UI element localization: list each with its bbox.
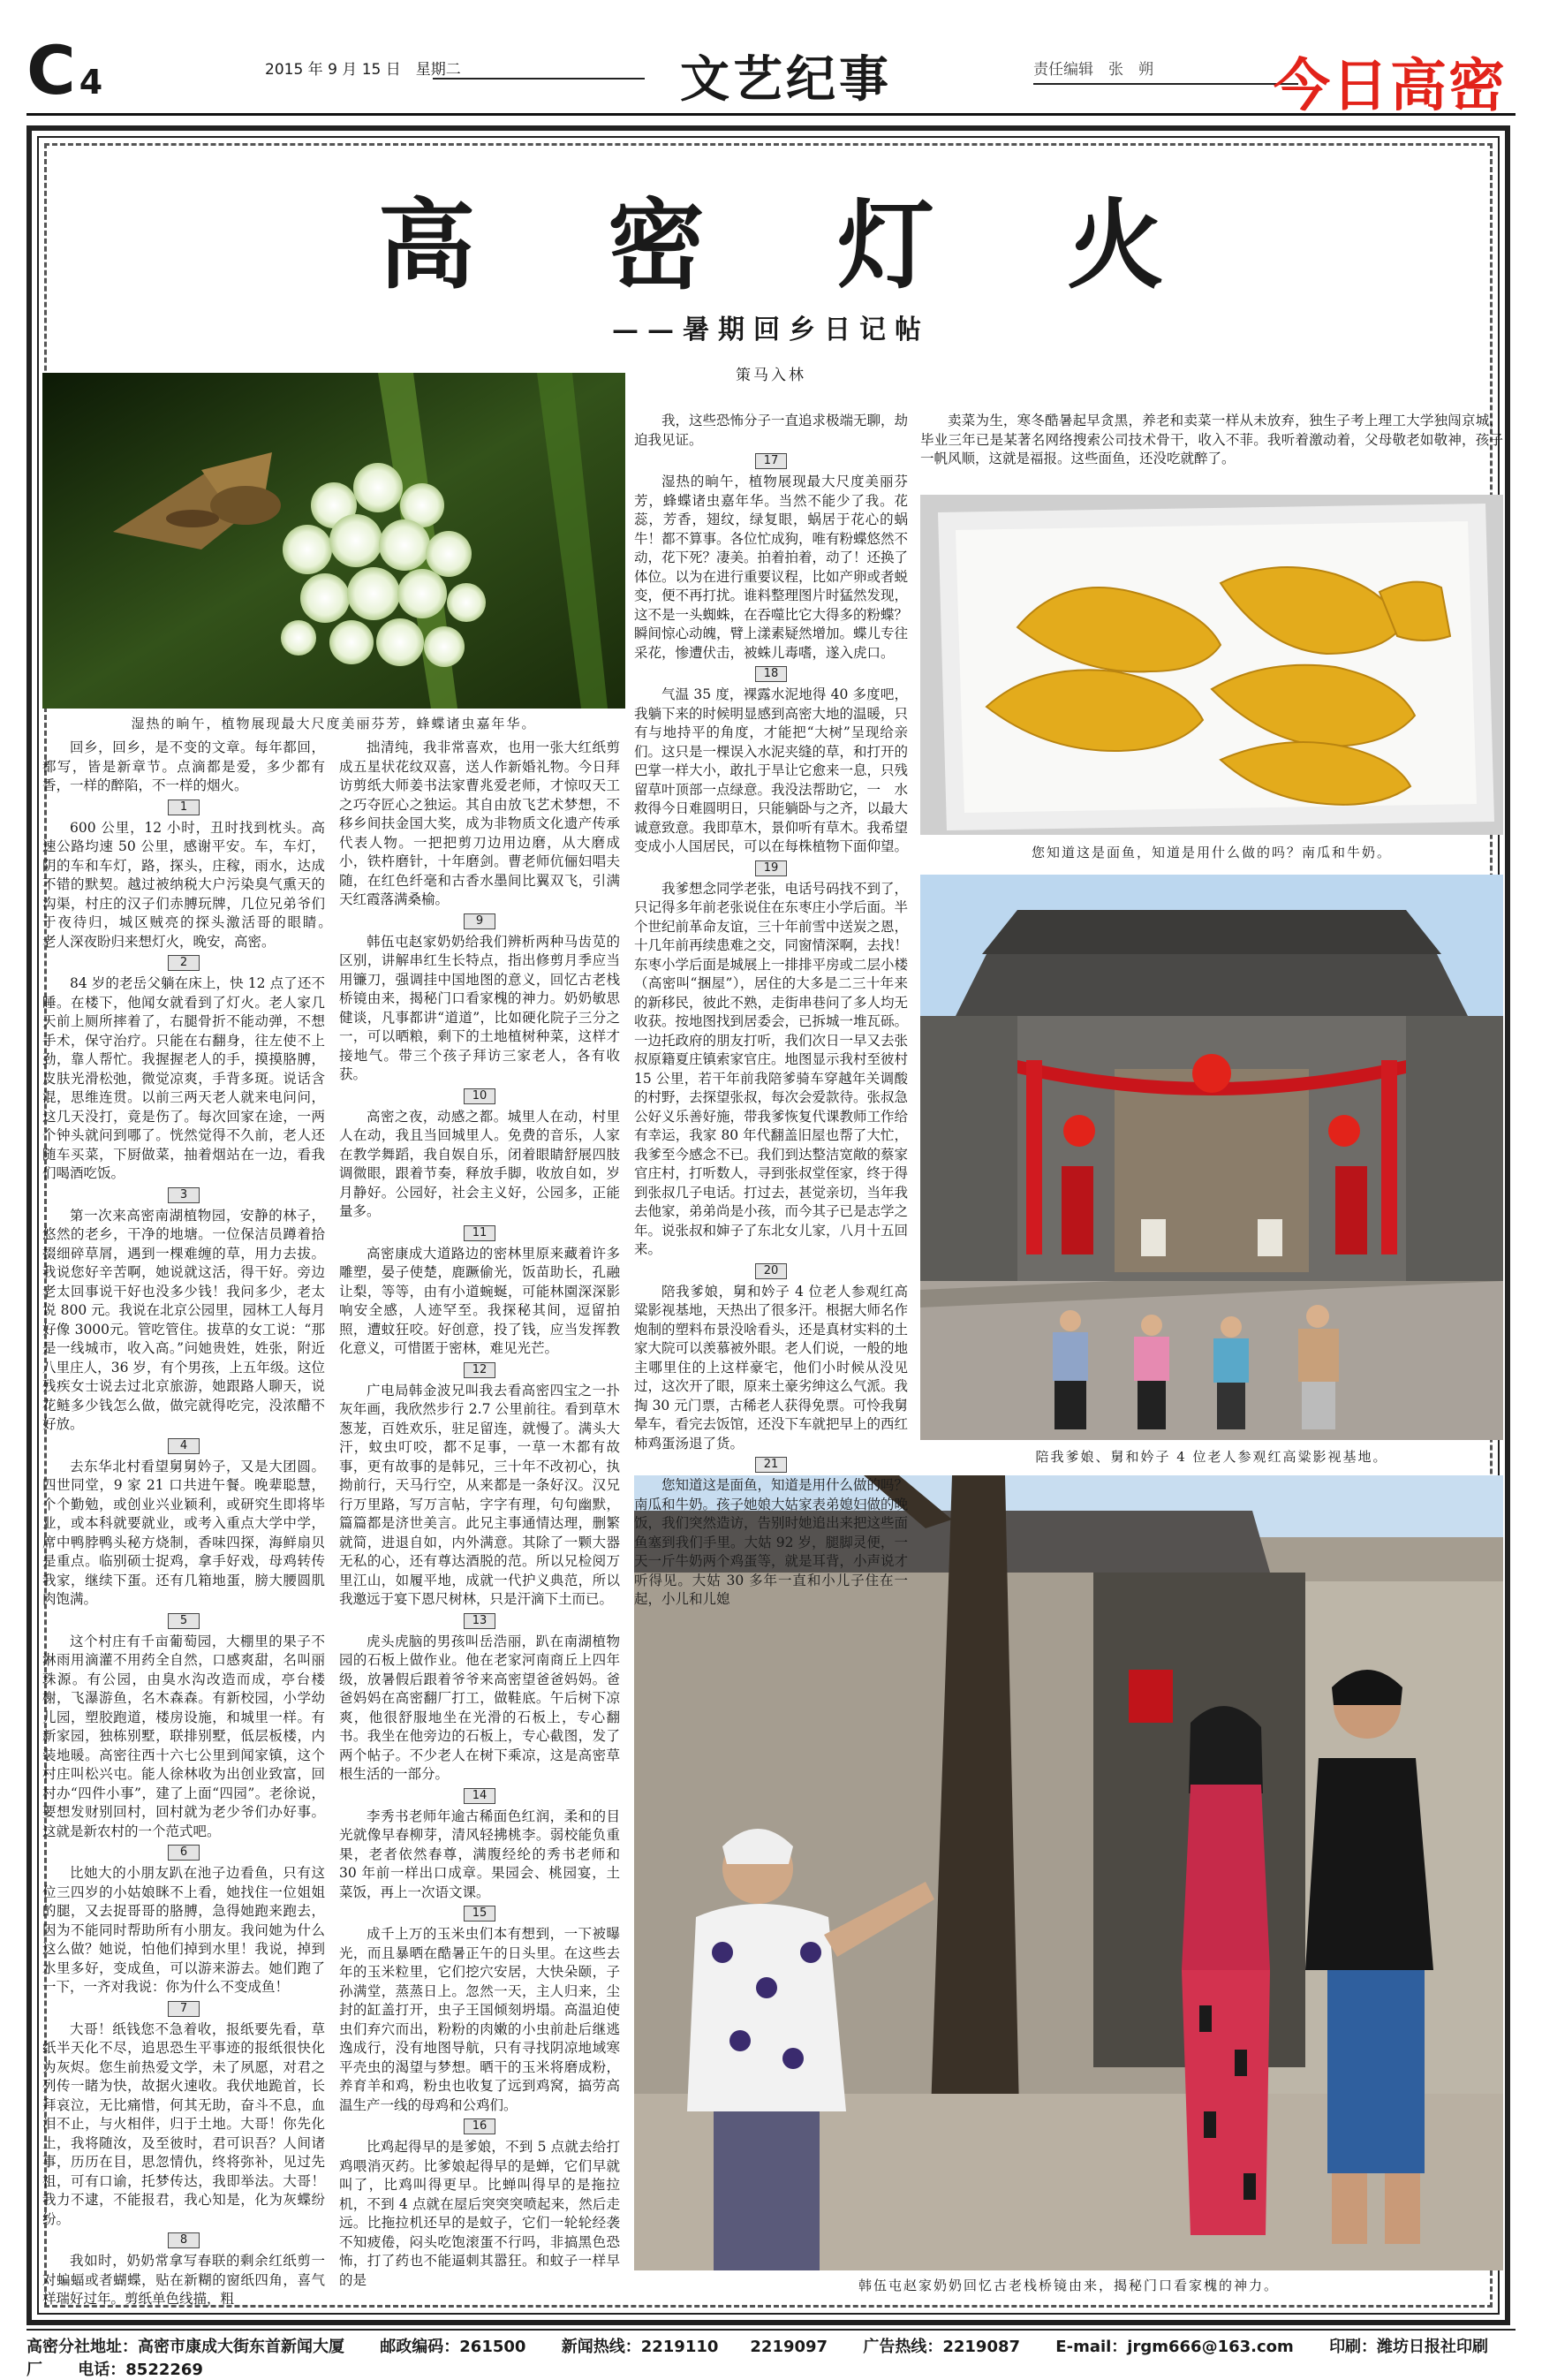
article-paragraph: 我爹想念同学老张，电话号码找不到了，只记得多年前老张说住在东枣庄小学后面。半个世纪前革命友谊，三十年前雪中送炭之恩，十几年前再续患难之交，同窗情深啊，去找！东枣小学后面是城展上一排排平房或二层小楼（高密叫“捆屋”），居住的大多是二三十年来的新移民，彼此不熟，走街串巷问了多人均无收获。按地图找到居委会，已拆城一堆瓦砾。一边托政府的朋友打听，我们次日一早又去张叔原籍夏庄镇索家官庄。地图显示我村至彼村 15 公里，若干年前我陪爹骑车穿越年关调酸的村野，去探望张叔，每次会爱款待。张叔急公好义乐善好施，带我爹恢复代课教师工作给有幸运，我家 80 年代翻盖旧屋也帮了大忙，我爹至今感念不已。我们到达整洁宽敞的蔡家官庄村，打听数人，寻到张叔堂侄家，终于得到张叔几子电话。打过去，甚觉亲切，当年我去他家，弟弟尚是小孩，而今其子已是志学之年。说张叔和婶子了东北女儿家，八月十五回来。 [634, 880, 909, 1257]
section-number: 9 [464, 913, 495, 929]
section-number: 7 [168, 2001, 200, 2017]
section-number: 10 [464, 1088, 495, 1104]
pumpkin-fish-photo [920, 495, 1503, 835]
footer-ads: 广告热线：2219087 [863, 2338, 1021, 2356]
masthead [26, 31, 1516, 119]
article-paragraph: 韩伍屯赵家奶奶给我们辨析两种马齿苋的区别，讲解串红生长特点，指出修剪月季应当用镰刀，强调挂中国地图的意义，回忆古老栈桥镜由来，揭秘门口看家槐的神力。奶奶敏思健谈，凡事都讲“道道”，比如硬化院子三分之一，可以晒粮，剩下的土地植树种菜，这样才接地气。带三个孩子拜访三家老人，各有收获。 [339, 933, 620, 1082]
section-number: 6 [168, 1845, 200, 1861]
newspaper-logo: 今日高密 [1274, 53, 1507, 119]
section-number: 2 [168, 955, 200, 971]
section-title: 文艺纪事 [680, 50, 892, 109]
article-paragraph: 陪我爹娘，舅和妗子 4 位老人参观红高粱影视基地，天热出了很多汗。根据大师名作炮制的塑料布景没啥看头，还是真材实料的土家大院可以羡慕被外眼。老人们说，一般的地主哪里住的上这样豪宅，他们小时候从没见过，这次开了眼，原来土豪劣绅这么气派。我掏 30 元门票，古稀老人获得免票。可怜我舅晕车，看完去饭馆，还没下车就把早上的西红柿鸡蛋汤退了货。 [634, 1283, 909, 1451]
article-paragraph: 拙清纯，我非常喜欢，也用一张大红纸剪成五星状花纹双喜，送人作新婚礼物。今日拜访剪纸大师姜书法家曹兆爱老师，才惊叹天工之巧夺匠心之独运。其自由放飞艺术梦想，不移乡间扶金国大奖，成为非物质文化遗产传承代表人物。一把把剪刀边用边磨，从大磨成小，铁杵磨针，十年磨剑。曹老师伉俪妇唱夫随，在红色纤毫和古香水墨间比翼双飞，引满天红霞落满桑榆。 [339, 739, 620, 907]
article-paragraph: 去东华北村看望舅舅妗子，又是大团圆。四世同堂，9 家 21 口共进午餐。晚辈聪慧，个个勤勉，或创业兴业颖利，或研究生即将毕业，或本科就要就业，或考入重点大学中学，席中鸭脖鸭头秘方烧制，香味四探，海鲜扇贝是重点。临别硕士捉鸡，拿手好戏，母鸡转传我家，继续下蛋。还有几箱地蛋，膀大腰圆肌肉饱满。 [42, 1458, 325, 1607]
section-number: 19 [755, 860, 787, 876]
article-paragraph: 大哥！纸钱您不急着收，报纸要先看，草纸半天化不尽，追思恐生平事迹的报纸很快化为灰烬。您生前热爱文学，未了夙愿，对君之列传一睹为快，故据火速收。我伏地跪首，长拜哀泣，无比痛惜，何其无助，奋斗不息，血泪不止，与火相伴，归于土地。大哥！你先化土，我将随汝，及至彼时，君可识吾？人间诸事，历历在目，思忽情仇，终将弥补，见过先祖，可有口谕，托梦传达，我即举法。大哥！我力不逮，不能报君，我心知是，化为灰蝶纷纷。 [42, 2020, 325, 2227]
article-paragraph: 84 岁的老岳父躺在床上，快 12 点了还不睡。在楼下，他闻女就看到了灯火。老人家几天前上厕所摔着了，右腿骨折不能动弹，不想手术，保守治疗。只能在右翻身，往左使不上劲，靠人帮忙。我握握老人的手，摸摸胳膊，皮肤光滑松弛，微觉凉爽，手背多斑。说话含混，思维连贯。以前三两天老人就来电问问，这几天没打，竟是伤了。每次回家在途，一两个钟头就问到哪了。恍然觉得不久前，老人还随车买菜，下厨做菜，抽着烟站在一边，看我们喝酒吃饭。 [42, 975, 325, 1181]
footer-phone: 电话：8522269 [78, 2361, 203, 2379]
section-number: 15 [464, 1906, 495, 1921]
section-number: 14 [464, 1788, 495, 1804]
article-title: 高密灯火 [378, 188, 1296, 302]
article-paragraph: 比她大的小朋友趴在池子边看鱼，只有这位三四岁的小姑娘眯不上看，她找住一位姐姐的腿，又去捉哥哥的胳膊，急得她跑来跑去，因为不能同时帮助所有小朋友。我问她为什么这么做？她说，怕他们掉到水里！我说，掉到水里多好，变成鱼，可以游来游去。她们跑了一下，一齐对我说：你为什么不变成鱼！ [42, 1865, 325, 1995]
article-paragraph: 您知道这是面鱼，知道是用什么做的吗？南瓜和牛奶。孩子她娘大姑家表弟媳妇做的晚饭，我们突然造访，告别时她追出来把这些面鱼塞到我们手里。大姑 92 岁，腿脚灵便，一天一斤牛奶两个鸡蛋等，就是耳背，小声说才听得见。大姑 30 多年一直和小儿子住在一起，小儿和儿媳 [634, 1477, 909, 1607]
courtyard-gate-photo [920, 875, 1503, 1440]
article-paragraph: 广电局韩金波兄叫我去看高密四宝之一扑灰年画，我欣然步行 2.7 公里前往。看到草木葱茏，百姓欢乐，驻足留连，就慢了。满头大汗，蚊虫叮咬，都不足事，一草一木都有故事，更有故事的是韩兄，三十年不改初心，执拗前行，天马行空，从来都是一条好汉。汉兄行万里路，写万言帖，字字有理，句句幽默，篇篇都是济世美言。此兄主事通情达理，删繁就简，进退自如，内外满意。其除了一颗大器无私的心，还有尊达酒脱的范。所以兄检阅万里江山，如履平地，成就一代护义典范，所以我邀远于宴下恩尺树林，只是汗滴下土而已。 [339, 1382, 620, 1607]
article-paragraph: 高密之夜，动感之都。城里人在动，村里人在动，我且当回城里人。免费的音乐，人家在教学舞蹈，我自娱自乐，闭着眼睛舒展四肢调微眼，跟着节奏，释放手脚，收放自如，岁月静好。公园好，社会主义好，公园多，正能量多。 [339, 1108, 620, 1219]
moth-flower-photo [42, 373, 625, 709]
section-number: 20 [755, 1263, 787, 1279]
article-paragraph: 600 公里，12 小时，丑时找到枕头。高速公路均速 50 公里，感谢平安。车，车灯，阴的车和车灯，路，探头，庄稼，雨水，达成不错的默契。越过被纳税大户污染臭气熏天的沟渠，村庄的汉子们赤膊玩牌，几位兄弟爷们于夜待归，城区贼亮的探头激活哥的眼睛。 老人深夜盼归来想灯火，晚安，高密。 [42, 819, 353, 950]
section-number: 11 [464, 1225, 495, 1241]
page-num: 4 [79, 63, 103, 102]
tree-photo-caption: 韩伍屯赵家奶奶回忆古老栈桥镜由来，揭秘门口看家槐的神力。 [858, 2278, 1279, 2293]
section-number: 16 [464, 2119, 495, 2134]
section-number: 13 [464, 1613, 495, 1629]
footer-hotline: 新闻热线：2219110 2219097 [561, 2338, 828, 2356]
article-paragraph: 比鸡起得早的是爹娘，不到 5 点就去给打 鸡喂消灭药。比爹娘起得早的是蝉，它们早就叫了，比鸡叫得更早。比蝉叫得早的是拖拉机，不到 4 点就在屋后突突突喷起来，然后走远。比拖拉机还早的是蚊子，它们一轮轮经袭不知疲倦，闷头吃饱滚蛋不行吗，非搞黑色恐怖，打了药也不能逼刺其嚣狂。和蚊子一样早的是 [339, 2139, 634, 2288]
article-column-1 [42, 739, 353, 2307]
pumpkin-fish-image [920, 495, 1503, 835]
section-number: 1 [168, 800, 200, 815]
section-number: 4 [168, 1438, 200, 1454]
article-paragraph: 回乡，回乡，是不变的文章。每年都回，都写，皆是新章节。点滴都是爱，多少都有香，一样的醉陷，不一样的烟火。 [42, 739, 325, 793]
section-number: 18 [755, 666, 787, 682]
article-paragraph: 气温 35 度，裸露水泥地得 40 多度吧，我躺下来的时候明显感到高密大地的温暖，只有与地持平的角度，才能把“大树”呈现给亲们。这只是一棵误入水泥夹缝的草，和打开的巴掌一样大小，敢扎于旱让它愈来一息，只残留草叶顶部一点绿意。我没法帮助它，一 水救得今日难圆明日，只能躺卧与之齐，以最大诚意致意。我即草木，景仰听有草木。我希望变成小人国居民，可以在每株植物下面仰望。 [634, 686, 909, 854]
section-number: 8 [168, 2232, 200, 2248]
moth-photo-caption: 湿热的晌午，植物展现最大尺度美丽芬芳，蜂蝶诸虫嘉年华。 [131, 716, 537, 731]
footer [26, 2334, 1516, 2380]
page-number [26, 31, 103, 117]
section-number: 21 [755, 1457, 787, 1473]
section-number: 3 [168, 1187, 200, 1203]
article-paragraph: 湿热的晌午，植物展现最大尺度美丽芬芳，蜂蝶诸虫嘉年华。当然不能少了我。花蕊，芳香，翅纹，绿复眼，蜗居于花心的蜗牛！都不算事。各位忙成狗，唯有粉蝶悠然不动，花下死？凄美。拍着拍着，动了！还换了体位。以为在进行重要议程，比如产卵或者蜕变，便不再打扰。谁料整理图片时猛然发现，这不是一头蜘蛛，在吞噬比它大得多的粉蝶？瞬间惊心动魄，臂上漾素疑然增加。蝶儿专往采花，惨遭伏击，被蛛儿毒嗜，遂入虎口。 [634, 474, 909, 661]
moth-flower-image [42, 373, 625, 709]
article-paragraph: 这个村庄有千亩葡萄园，大棚里的果子不淋雨用滴灌不用药全自然，口感爽甜，名叫丽珠源。有公园，由臭水沟改造而成，亭台楼榭，飞瀑游鱼，名木森森。有新校园，小学幼儿园，塑胶跑道，楼房设施，和城里一样。有新家园，独栋别墅，联排别墅，低层板楼，内装地暖。高密往西十六七公里到闻家镇，这个村庄叫松兴屯。能人徐林收为出创业致富，回村办“四件小事”，建了上面“四园”。老徐说，要想发财别回村，回村就为老少爷们办好事。这就是新农村的一个范式吧。 [42, 1633, 325, 1839]
footer-postcode: 邮政编码：261500 [380, 2338, 526, 2356]
footer-printer: 印刷：潍坊日报社印刷厂 [26, 2338, 1489, 2379]
footer-email[interactable]: E-mail：jrgm666@163.com [1055, 2338, 1294, 2356]
masthead-rule-left [433, 78, 645, 80]
page-letter: C [26, 31, 76, 110]
article-paragraph: 成千上万的玉米虫们本有想到，一下被曝光，而且暴晒在酷暑正午的日头里。在这些去年的玉米粒里，它们挖穴安居，大快朵颐，子孙满堂，蒸蒸日上。忽然一天，主人归来，尘封的缸盖打开，虫子王国倾刻坍塌。高温迫使虫们弃穴而出，粉粉的肉嫩的小虫前赴后继逃逸成行，没有地图导航，只有寻找阴凉地域寒平壳虫的渴望与梦想。晒干的玉米将磨成粉，养育羊和鸡，粉虫也收复了远到鸡窝，搞劳高温生产一线的母鸡和公鸡们。 [339, 1926, 620, 2113]
article-paragraph: 我如时，奶奶常拿写春联的剩余红纸剪一对蝙蝠或者蝴蝶，贴在新糊的窗纸四角，喜气祥瑞好过年。剪纸单色线描，粗 [42, 2253, 325, 2307]
editor-credit: 责任编辑 张 朔 [1033, 61, 1153, 79]
article-column-3 [634, 412, 909, 1607]
section-number: 5 [168, 1613, 200, 1629]
masthead-underline [26, 113, 1516, 116]
article-column-2 [339, 739, 634, 2302]
article-column-4 [920, 412, 1503, 491]
footer-rule [26, 2329, 1516, 2331]
article-paragraph: 卖菜为生，寒冬酷暑起早贪黑，养老和卖菜一样从未放弃，独生子考上理工大学独闯京城，毕业三年已是某著名网络搜索公司技术骨干，收入不菲。我听着激动着，父母敬老如敬神，孩子一帆风顺，这就是福报。这些面鱼，还没吃就醉了。 [920, 413, 1503, 466]
article-paragraph: 李秀书老师年逾古稀面色红润，柔和的目光就像早春柳芽，清风轻拂桃李。弱校能负重果，老者依然春尊，满腹经纶的秀书老师和 30 年前一样出口成章。果园会、桃园宴，土菜饭，再上一次语文课。 [339, 1808, 620, 1900]
masthead-rule-right [1033, 83, 1298, 85]
article-paragraph: 虎头虎脑的男孩叫岳浩丽，趴在南湖植物园的石板上做作业。他在老家河南商丘上四年级，放暑假后跟着爷爷来高密望爸爸妈妈。爸爸妈妈在高密翻厂打工，做鞋底。午后树下凉爽，他很舒服地坐在光滑的石板上，专心翻书。我坐在他旁边的石板上，专心截图，发了两个帖子。不少老人在树下乘凉，这是高密草根生活的一部分。 [339, 1633, 620, 1782]
article-paragraph: 高密康成大道路边的密林里原来藏着许多雕塑，晏子使楚，鹿蹶偷光，饭苗助长，孔融让梨，等等，由有小道蜿蜒，可能林園深深影响安全感，人迹罕至。我探秘其间，逗留拍照，遭蚊狂咬。好创意，投了钱，应当发挥教化意义，可惜匿于密林，难见光芒。 [339, 1245, 620, 1356]
section-number: 17 [755, 453, 787, 469]
fish-photo-caption: 您知道这是面鱼，知道是用什么做的吗？南瓜和牛奶。 [1031, 845, 1392, 860]
section-number: 12 [464, 1362, 495, 1378]
article-byline: 策马入林 [736, 367, 806, 384]
footer-address: 高密分社地址：高密市康成大街东首新闻大厦 [26, 2338, 344, 2356]
courtyard-gate-image [920, 875, 1503, 1440]
gate-photo-caption: 陪我爹娘、舅和妗子 4 位老人参观红高粱影视基地。 [1035, 1449, 1388, 1465]
issue-date: 2015 年 9 月 15 日 星期二 [265, 61, 461, 79]
article-subtitle: ——暑期回乡日记帖 [612, 315, 930, 345]
article-paragraph: 我，这些恐怖分子一直追求极端无聊，劫迫我见证。 [634, 413, 909, 448]
article-paragraph: 第一次来高密南湖植物园，安静的林子，悠然的老乡，干净的地塘。一位保洁员蹲着拾掇细碎草屑，遇到一棵难缠的草，用力去拔。我说您好辛苦啊，她说就这活，得干好。旁边老太回事说干好也没多少钱！我问多少，老太说 800 元。我说在北京公园里，园林工人每月好像 3000元。管吃管住。拔草的女工说：“那是一线城市，收入高。”问她贵姓，姓张，附近八里庄人，36 岁，有个男孩，上五年级。这位残疾女士说去过北京旅游，她跟路人聊天，说花鲢多少钱怎么做，做完就得吃完，没浓醋不好放。 [42, 1207, 325, 1432]
